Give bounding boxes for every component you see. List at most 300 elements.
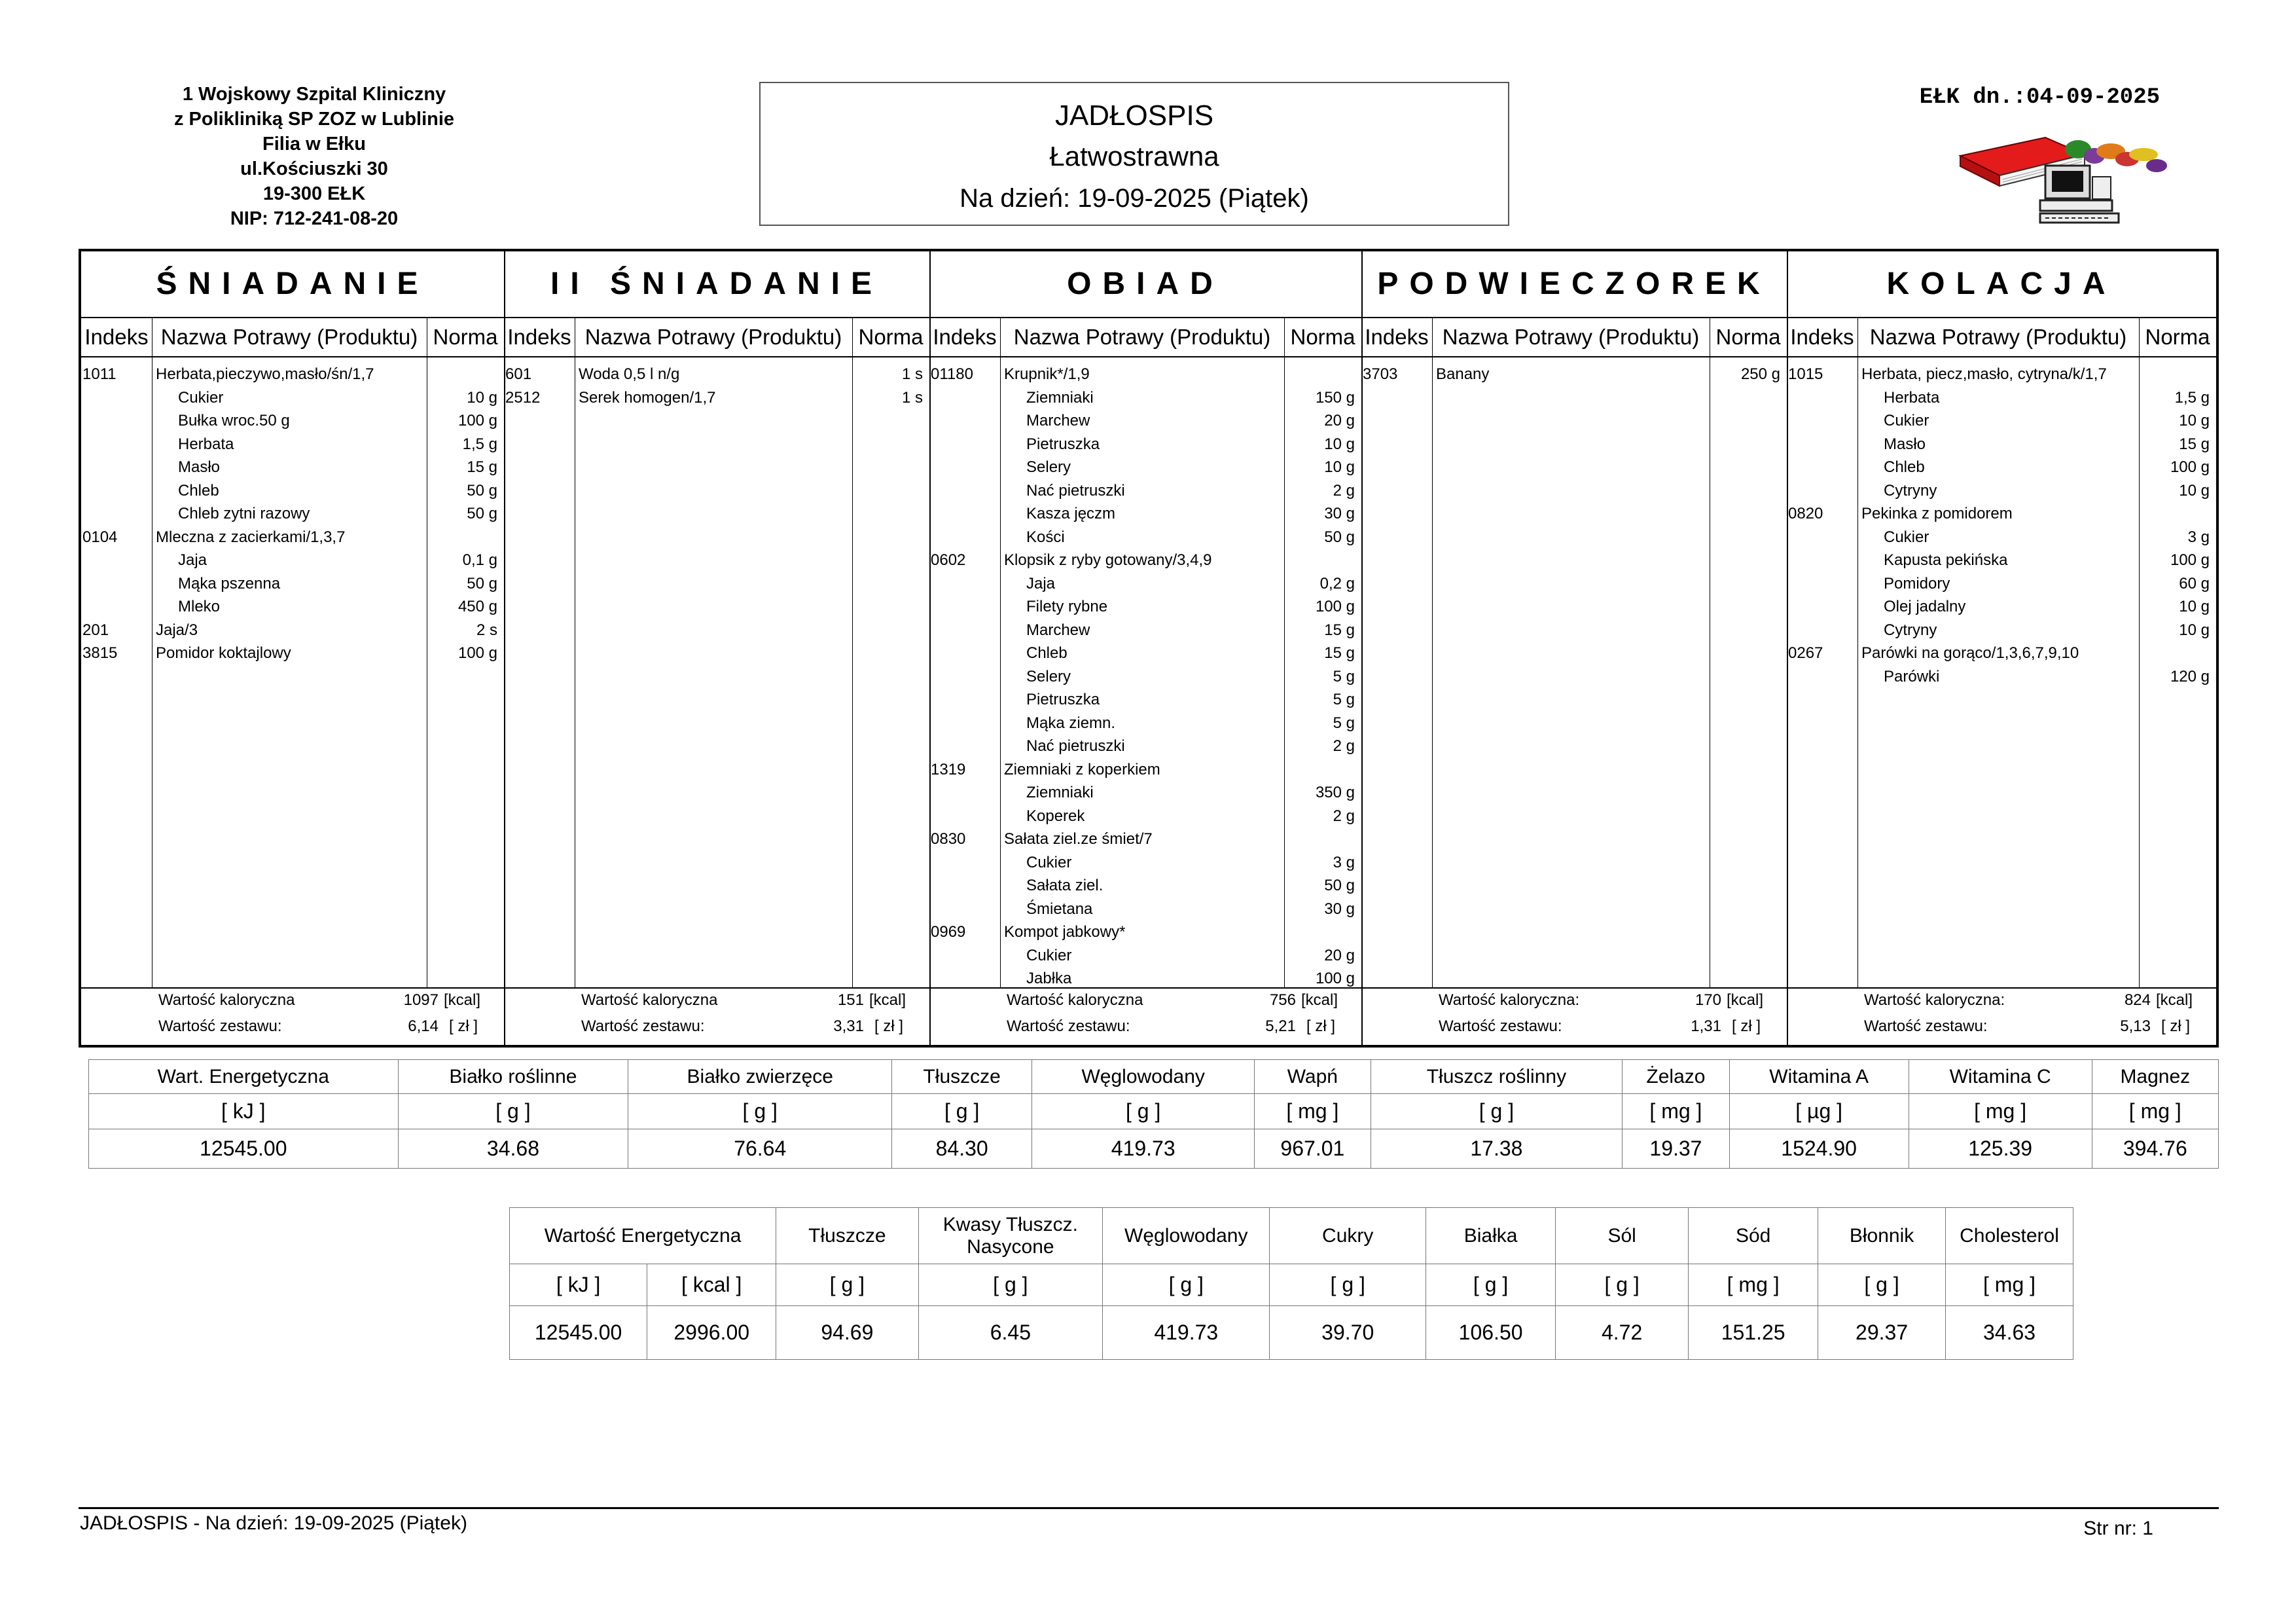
- nutrient-unit: [ g ]: [1818, 1264, 1946, 1306]
- menu-row-index: [1788, 526, 1856, 549]
- menu-row-name: Jaja: [1026, 574, 1056, 593]
- menu-row-name: Kasza jęczm: [1026, 505, 1116, 522]
- menu-row-name: Marchew: [1026, 621, 1090, 639]
- menu-row-name: Banany: [1436, 365, 1490, 383]
- nutrition-table-daily: [88, 1059, 2219, 1169]
- nutrient-unit: [ mg ]: [1623, 1094, 1729, 1129]
- cost-label: Wartość zestawu:: [1864, 1017, 1988, 1035]
- menu-row-name: Nać pietruszki: [1026, 481, 1125, 500]
- nutrient-header: Żelazo: [1623, 1060, 1729, 1094]
- menu-row-norm: [427, 363, 497, 386]
- energy-header: Wartość Energetyczna: [510, 1208, 776, 1264]
- menu-row-index: [82, 572, 151, 595]
- menu-row-norm: 20 g: [1324, 412, 1355, 429]
- menu-row-norm: 100 g: [457, 412, 497, 429]
- menu-row-name: Ziemniaki z koperkiem: [1004, 760, 1160, 778]
- menu-row-index: [931, 781, 999, 804]
- nutrient-header: Węglowodany: [1103, 1208, 1270, 1264]
- nutrient-header: Magnez: [2092, 1060, 2218, 1094]
- nutrient-header: Cholesterol: [1946, 1208, 2073, 1264]
- menu-row-index: 01180: [931, 365, 973, 383]
- nutrient-unit: [ µg ]: [1729, 1094, 1909, 1129]
- menu-row-index: [931, 735, 999, 757]
- menu-row-name: Bułka wroc.50 g: [178, 412, 290, 429]
- cost-value: 3,31: [833, 1017, 864, 1035]
- kcal-label: Wartość kaloryczna:: [1864, 991, 2005, 1009]
- menu-row-index: 0820: [1788, 505, 1823, 522]
- menu-row-index: [82, 386, 151, 409]
- menu-row-norm: 100 g: [1315, 970, 1355, 987]
- cost-label: Wartość zestawu:: [581, 1017, 705, 1035]
- menu-row-norm: 1 s: [901, 365, 923, 383]
- cost-label: Wartość zestawu:: [1007, 1017, 1130, 1035]
- menu-row-index: [931, 572, 999, 595]
- menu-row-norm: 10 g: [2179, 481, 2210, 500]
- norm-column-header: Norma: [2145, 325, 2210, 349]
- menu-row-name: Mleko: [178, 598, 221, 615]
- menu-row-index: 3815: [82, 644, 118, 662]
- menu-row-index: 0969: [931, 923, 966, 941]
- menu-row-index: [931, 456, 999, 479]
- index-column-header: Indeks: [84, 325, 149, 349]
- kcal-unit: [kcal]: [1301, 991, 1338, 1009]
- menu-row-norm: [1284, 758, 1355, 781]
- menu-row-norm: 15 g: [1324, 621, 1355, 639]
- menu-row-norm: 15 g: [2179, 435, 2210, 453]
- menu-row-index: [82, 409, 151, 432]
- index-column-header: Indeks: [1790, 325, 1854, 349]
- menu-row-norm: 10 g: [467, 388, 497, 407]
- cost-unit: [ zł ]: [1732, 1017, 1761, 1035]
- nutrient-unit: [ kJ ]: [89, 1094, 399, 1129]
- cost-value: 1,31: [1691, 1017, 1721, 1035]
- menu-row-norm: 2 s: [476, 621, 497, 639]
- index-column-header: Indeks: [507, 325, 571, 349]
- menu-row-index: [82, 479, 151, 502]
- menu-row-index: [931, 433, 999, 456]
- menu-row-norm: 100 g: [1315, 598, 1355, 615]
- nutrient-unit: [ mg ]: [1255, 1094, 1371, 1129]
- menu-row-name: Chleb: [178, 481, 219, 500]
- column-divider: [1432, 317, 1433, 987]
- nutrient-value: 34.63: [1946, 1306, 2073, 1360]
- nutrient-header: Witamina A: [1729, 1060, 1909, 1094]
- menu-row-name: Selery: [1026, 458, 1071, 476]
- nutrient-value: 94.69: [776, 1306, 918, 1360]
- menu-row-name: Pekinka z pomidorem: [1861, 505, 2013, 522]
- nutrient-value: 4.72: [1556, 1306, 1689, 1360]
- book-computer-logo-icon: [1954, 130, 2176, 228]
- menu-row-norm: 50 g: [467, 574, 497, 593]
- page-title: JADŁOSPIS: [1054, 100, 1214, 132]
- nutrient-unit: [ g ]: [1270, 1264, 1426, 1306]
- menu-row-norm: [1284, 549, 1355, 572]
- cost-unit: [ zł ]: [449, 1017, 478, 1035]
- menu-row-index: [82, 456, 151, 479]
- nutrient-header: Białka: [1426, 1208, 1556, 1264]
- menu-row-index: [931, 851, 999, 874]
- menu-row-name: Sałata ziel.ze śmiet/7: [1004, 830, 1153, 848]
- kcal-value: 756: [1269, 991, 1296, 1009]
- nutrient-value: 1524.90: [1729, 1129, 1909, 1169]
- nutrient-unit: [ g ]: [918, 1264, 1103, 1306]
- menu-row-index: [931, 665, 999, 688]
- menu-row-name: Kompot jabkowy*: [1004, 923, 1126, 941]
- menu-row-index: [1788, 665, 1856, 688]
- menu-row-name: Cytryny: [1884, 621, 1937, 639]
- nutrient-unit: [ g ]: [1371, 1094, 1623, 1129]
- norm-column-header: Norma: [858, 325, 924, 349]
- menu-row-norm: 0,1 g: [462, 551, 497, 569]
- column-divider: [1857, 317, 1858, 987]
- cost-unit: [ zł ]: [2161, 1017, 2191, 1035]
- menu-row-name: Sałata ziel.: [1026, 877, 1103, 894]
- menu-row-norm: 15 g: [1324, 644, 1355, 662]
- menu-row-name: Klopsik z ryby gotowany/3,4,9: [1004, 551, 1212, 569]
- cost-value: 5,21: [1265, 1017, 1296, 1035]
- nutrition-table-label: [509, 1207, 2073, 1360]
- menu-row-name: Marchew: [1026, 412, 1090, 429]
- nutrient-unit: [ mg ]: [1909, 1094, 2092, 1129]
- menu-row-index: 0830: [931, 830, 966, 848]
- menu-row-norm: 50 g: [1324, 528, 1355, 546]
- nutrient-header: Tłuszcze: [892, 1060, 1032, 1094]
- menu-row-name: Serek homogen/1,7: [579, 388, 716, 407]
- menu-row-norm: [2139, 363, 2210, 386]
- menu-row-name: Krupnik*/1,9: [1004, 365, 1090, 383]
- menu-row-norm: 50 g: [467, 505, 497, 522]
- menu-row-name: Filety rybne: [1026, 598, 1108, 615]
- menu-row-name: Herbata: [178, 435, 234, 453]
- cost-unit: [ zł ]: [1306, 1017, 1336, 1035]
- nutrient-value: 419.73: [1032, 1129, 1255, 1169]
- menu-row-index: [931, 409, 999, 432]
- nutrient-unit: [ kJ ]: [510, 1264, 647, 1306]
- menu-row-name: Pietruszka: [1026, 435, 1100, 453]
- menu-row-norm: 1 s: [901, 388, 923, 407]
- menu-row-name: Masło: [178, 458, 221, 476]
- menu-row-name: Ziemniaki: [1026, 784, 1094, 801]
- menu-row-index: [82, 549, 151, 572]
- menu-row-norm: 15 g: [467, 458, 497, 476]
- menu-row-norm: 350 g: [1315, 784, 1355, 801]
- menu-row-name: Nać pietruszki: [1026, 737, 1125, 755]
- nutrient-header: Tłuszcz roślinny: [1371, 1060, 1623, 1094]
- menu-row-norm: 100 g: [2170, 551, 2210, 569]
- menu-row-norm: 5 g: [1333, 691, 1355, 708]
- column-divider: [852, 317, 853, 987]
- menu-row-norm: [2139, 642, 2210, 665]
- name-column-header: Nazwa Potrawy (Produktu): [1869, 325, 2127, 349]
- menu-row-index: [931, 479, 999, 502]
- nutrient-header: Błonnik: [1818, 1208, 1946, 1264]
- kcal-label: Wartość kaloryczna:: [1439, 991, 1580, 1009]
- nutrient-value: 29.37: [1818, 1306, 1946, 1360]
- menu-row-name: Kapusta pekińska: [1884, 551, 2008, 569]
- name-column-header: Nazwa Potrawy (Produktu): [1013, 325, 1271, 349]
- menu-row-name: Masło: [1884, 435, 1926, 453]
- meal-title: OBIAD: [1067, 266, 1224, 301]
- menu-row-name: Cukier: [1884, 528, 1929, 546]
- nutrient-value: 76.64: [628, 1129, 892, 1169]
- nutrient-header: Białko zwierzęce: [628, 1060, 892, 1094]
- nutrient-header: Węglowodany: [1032, 1060, 1255, 1094]
- menu-row-index: [931, 502, 999, 525]
- menu-row-index: [1788, 409, 1856, 432]
- menu-row-norm: 10 g: [2179, 412, 2210, 429]
- kcal-value: 824: [2124, 991, 2151, 1009]
- nutrient-unit: [ g ]: [776, 1264, 918, 1306]
- menu-row-norm: 50 g: [467, 481, 497, 500]
- menu-row-index: 0267: [1788, 644, 1823, 662]
- nutrient-value: 125.39: [1909, 1129, 2092, 1169]
- nutrient-header: Kwasy Tłuszcz. Nasycone: [918, 1208, 1103, 1264]
- norm-column-header: Norma: [433, 325, 498, 349]
- name-column-header: Nazwa Potrawy (Produktu): [160, 325, 418, 349]
- menu-row-norm: 20 g: [1324, 946, 1355, 964]
- menu-day: Na dzień: 19-09-2025 (Piątek): [960, 184, 1309, 213]
- nutrient-unit: [ g ]: [1556, 1264, 1689, 1306]
- hospital-line: Filia w Ełku: [262, 134, 366, 155]
- menu-row-norm: 10 g: [1324, 435, 1355, 453]
- kcal-value: 170: [1695, 991, 1721, 1009]
- menu-row-norm: [1284, 921, 1355, 943]
- nutrient-value: 12545.00: [89, 1129, 399, 1169]
- menu-row-norm: 2 g: [1333, 481, 1355, 500]
- menu-row-name: Jabłka: [1026, 970, 1072, 987]
- footer-rule: [79, 1507, 2219, 1509]
- menu-row-name: Cukier: [178, 388, 224, 407]
- menu-row-norm: 3 g: [2187, 528, 2210, 546]
- index-column-header: Indeks: [1365, 325, 1429, 349]
- menu-row-index: [931, 967, 999, 990]
- nutrient-value: 12545.00: [510, 1306, 647, 1360]
- kcal-label: Wartość kaloryczna: [158, 991, 295, 1009]
- kcal-unit: [kcal]: [1727, 991, 1764, 1009]
- nutrient-value: 2996.00: [647, 1306, 776, 1360]
- cost-label: Wartość zestawu:: [158, 1017, 282, 1035]
- menu-row-index: [1788, 549, 1856, 572]
- menu-row-index: 1319: [931, 760, 966, 778]
- menu-row-index: [82, 433, 151, 456]
- menu-row-index: [931, 898, 999, 921]
- menu-row-norm: 5 g: [1333, 714, 1355, 732]
- cost-unit: [ zł ]: [874, 1017, 904, 1035]
- menu-row-name: Cukier: [1026, 853, 1072, 871]
- nutrient-header: Białko roślinne: [398, 1060, 628, 1094]
- nutrient-value: 419.73: [1103, 1306, 1270, 1360]
- menu-row-norm: 30 g: [1324, 505, 1355, 522]
- menu-row-index: 1011: [82, 365, 117, 383]
- menu-row-index: [82, 595, 151, 618]
- kcal-unit: [kcal]: [444, 991, 481, 1009]
- menu-row-index: [1788, 433, 1856, 456]
- menu-row-name: Mąka ziemn.: [1026, 714, 1116, 732]
- menu-row-name: Chleb: [1026, 644, 1067, 662]
- menu-row-index: [82, 502, 151, 525]
- name-column-header: Nazwa Potrawy (Produktu): [584, 325, 842, 349]
- nutrient-unit: [ kcal ]: [647, 1264, 776, 1306]
- menu-row-name: Parówki na gorąco/1,3,6,7,9,10: [1861, 644, 2079, 662]
- diet-name: Łatwostrawna: [1049, 141, 1219, 172]
- kcal-label: Wartość kaloryczna: [581, 991, 718, 1009]
- menu-row-name: Mleczna z zacierkami/1,3,7: [156, 528, 346, 546]
- nutrient-unit: [ g ]: [892, 1094, 1032, 1129]
- nutrient-unit: [ mg ]: [2092, 1094, 2218, 1129]
- menu-row-index: [931, 805, 999, 828]
- menu-row-norm: 10 g: [2179, 621, 2210, 639]
- menu-row-index: 201: [82, 621, 109, 639]
- footer-left: JADŁOSPIS - Na dzień: 19-09-2025 (Piątek): [80, 1512, 467, 1534]
- meal-title: KOLACJA: [1886, 266, 2117, 301]
- hospital-address: [111, 82, 517, 231]
- nutrient-header: Tłuszcze: [776, 1208, 918, 1264]
- menu-row-name: Selery: [1026, 667, 1071, 685]
- nutrient-value: 84.30: [892, 1129, 1032, 1169]
- nutrient-value: 34.68: [398, 1129, 628, 1169]
- menu-row-norm: 150 g: [1315, 388, 1355, 407]
- menu-row-index: 601: [505, 365, 532, 383]
- menu-row-index: [931, 526, 999, 549]
- nutrient-header: Wapń: [1255, 1060, 1371, 1094]
- menu-row-norm: 2 g: [1333, 807, 1355, 825]
- menu-row-index: [931, 642, 999, 665]
- menu-row-name: Śmietana: [1026, 900, 1093, 918]
- footer-page-number: Str nr: 1: [2083, 1518, 2153, 1539]
- date-stamp: EŁK dn.:04-09-2025: [1919, 85, 2160, 110]
- menu-row-name: Jaja/3: [156, 621, 198, 639]
- menu-row-index: [1788, 479, 1856, 502]
- menu-row-name: Cytryny: [1884, 481, 1937, 500]
- kcal-value: 151: [837, 991, 864, 1009]
- menu-row-norm: 250 g: [1740, 365, 1780, 383]
- nutrient-value: 6.45: [918, 1306, 1103, 1360]
- index-column-header: Indeks: [933, 325, 997, 349]
- menu-row-index: [1788, 386, 1856, 409]
- menu-row-index: 2512: [505, 388, 541, 407]
- menu-row-norm: 2 g: [1333, 737, 1355, 755]
- nutrient-unit: [ mg ]: [1689, 1264, 1818, 1306]
- hospital-line: 1 Wojskowy Szpital Kliniczny: [182, 84, 446, 105]
- nutrient-value: 151.25: [1689, 1306, 1818, 1360]
- norm-column-header: Norma: [1715, 325, 1781, 349]
- nutrient-value: 967.01: [1255, 1129, 1371, 1169]
- menu-row-name: Chleb zytni razowy: [178, 505, 310, 522]
- kcal-label: Wartość kaloryczna: [1007, 991, 1143, 1009]
- cost-value: 5,13: [2120, 1017, 2151, 1035]
- menu-row-norm: 1,5 g: [462, 435, 497, 453]
- column-divider: [1000, 317, 1001, 987]
- nutrient-value: 106.50: [1426, 1306, 1556, 1360]
- meal-title: ŚNIADANIE: [156, 266, 429, 301]
- nutrient-value: 394.76: [2092, 1129, 2218, 1169]
- hospital-line: NIP: 712-241-08-20: [230, 208, 399, 229]
- nutrient-header: Wart. Energetyczna: [89, 1060, 399, 1094]
- menu-row-name: Pomidory: [1884, 574, 1950, 593]
- nutrient-value: 19.37: [1623, 1129, 1729, 1169]
- menu-row-index: [931, 619, 999, 642]
- menu-row-name: Koperek: [1026, 807, 1085, 825]
- menu-row-norm: 1,5 g: [2174, 388, 2210, 407]
- cost-label: Wartość zestawu:: [1439, 1017, 1562, 1035]
- menu-row-index: 1015: [1788, 365, 1823, 383]
- hospital-line: z Polikliniką SP ZOZ w Lublinie: [173, 109, 455, 130]
- kcal-unit: [kcal]: [869, 991, 906, 1009]
- menu-row-norm: 10 g: [2179, 598, 2210, 615]
- nutrient-header: Sól: [1556, 1208, 1689, 1264]
- nutrient-value: 17.38: [1371, 1129, 1623, 1169]
- menu-row-name: Olej jadalny: [1884, 598, 1966, 615]
- cost-value: 6,14: [408, 1017, 439, 1035]
- menu-row-name: Woda 0,5 l n/g: [579, 365, 680, 383]
- menu-row-norm: 100 g: [457, 644, 497, 662]
- kcal-value: 1097: [403, 991, 439, 1009]
- nutrient-unit: [ g ]: [628, 1094, 892, 1129]
- menu-row-index: [1788, 456, 1856, 479]
- menu-row-norm: [1284, 363, 1355, 386]
- menu-row-name: Herbata: [1884, 388, 1940, 407]
- menu-row-name: Jaja: [178, 551, 207, 569]
- menu-row-index: [1788, 619, 1856, 642]
- menu-row-norm: [1284, 828, 1355, 850]
- menu-row-name: Cukier: [1884, 412, 1929, 429]
- menu-row-norm: 0,2 g: [1319, 574, 1355, 593]
- menu-row-index: [931, 386, 999, 409]
- menu-row-index: [931, 688, 999, 711]
- column-header-rule: [81, 356, 2216, 357]
- menu-row-index: 0104: [82, 528, 118, 546]
- menu-row-name: Ziemniaki: [1026, 388, 1094, 407]
- menu-row-name: Mąka pszenna: [178, 574, 281, 593]
- menu-row-norm: 30 g: [1324, 900, 1355, 918]
- menu-row-norm: 10 g: [1324, 458, 1355, 476]
- menu-row-norm: [427, 526, 497, 549]
- meal-title: PODWIECZOREK: [1377, 266, 1771, 301]
- menu-row-norm: 50 g: [1324, 877, 1355, 894]
- menu-row-norm: 450 g: [457, 598, 497, 615]
- nutrient-unit: [ g ]: [1103, 1264, 1270, 1306]
- nutrient-unit: [ mg ]: [1946, 1264, 2073, 1306]
- norm-column-header: Norma: [1290, 325, 1355, 349]
- name-column-header: Nazwa Potrawy (Produktu): [1442, 325, 1700, 349]
- nutrient-value: 39.70: [1270, 1306, 1426, 1360]
- nutrient-header: Sód: [1689, 1208, 1818, 1264]
- nutrient-unit: [ g ]: [1426, 1264, 1556, 1306]
- menu-row-name: Herbata,pieczywo,masło/śn/1,7: [156, 365, 374, 383]
- menu-row-index: [931, 944, 999, 967]
- menu-row-norm: 3 g: [1333, 853, 1355, 871]
- meal-title: II ŚNIADANIE: [550, 266, 884, 301]
- menu-row-index: [1788, 595, 1856, 618]
- menu-row-norm: 60 g: [2179, 574, 2210, 593]
- menu-row-index: 3703: [1363, 365, 1398, 383]
- menu-row-name: Parówki: [1884, 667, 1940, 685]
- menu-row-name: Chleb: [1884, 458, 1925, 476]
- menu-row-name: Kości: [1026, 528, 1065, 546]
- nutrient-header: Witamina C: [1909, 1060, 2092, 1094]
- menu-row-index: [931, 595, 999, 618]
- hospital-line: ul.Kościuszki 30: [240, 158, 388, 179]
- menu-row-index: [1788, 572, 1856, 595]
- menu-row-name: Pietruszka: [1026, 691, 1100, 708]
- menu-row-name: Cukier: [1026, 946, 1072, 964]
- menu-row-norm: 120 g: [2170, 667, 2210, 685]
- hospital-line: 19-300 EŁK: [262, 183, 366, 204]
- nutrient-unit: [ g ]: [398, 1094, 628, 1129]
- menu-row-norm: 5 g: [1333, 667, 1355, 685]
- menu-row-index: 0602: [931, 551, 966, 569]
- menu-row-name: Herbata, piecz,masło, cytryna/k/1,7: [1861, 365, 2107, 383]
